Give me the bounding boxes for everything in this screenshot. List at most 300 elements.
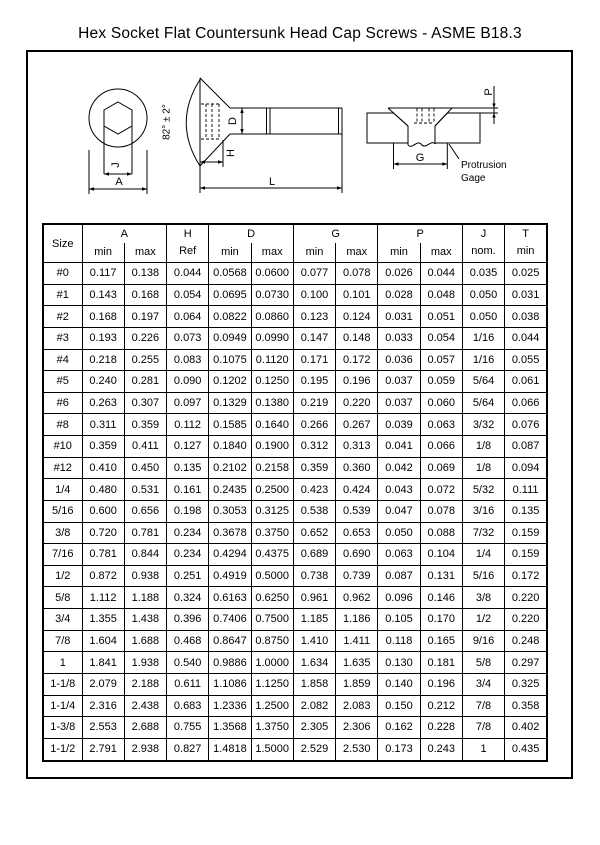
table-cell: 1-1/4	[43, 695, 82, 717]
table-cell: 0.240	[82, 371, 124, 393]
side-view	[162, 78, 342, 193]
table-cell: 0.037	[378, 392, 420, 414]
table-row	[43, 565, 547, 587]
table-cell: 0.131	[420, 565, 462, 587]
table-cell: 0.118	[378, 630, 420, 652]
dimension-d	[227, 108, 244, 134]
col-header-t-letter: T	[522, 228, 529, 240]
table-cell: 0.072	[420, 479, 462, 501]
table-cell: 0.410	[82, 457, 124, 479]
table-cell: 0.051	[420, 306, 462, 328]
table-cell: 0.041	[378, 436, 420, 458]
table-cell: 0.297	[505, 652, 547, 674]
table-cell: 0.064	[167, 306, 209, 328]
table-cell: 0.611	[167, 673, 209, 695]
col-header-size: Size	[43, 224, 82, 263]
table-cell: 0.263	[82, 392, 124, 414]
table-cell: 1/2	[462, 609, 504, 631]
table-cell: 0.652	[293, 522, 335, 544]
table-cell: 0.243	[420, 738, 462, 761]
table-cell: 2.938	[124, 738, 166, 761]
table-cell: 0.212	[420, 695, 462, 717]
table-cell: 5/64	[462, 392, 504, 414]
table-cell: 1.355	[82, 609, 124, 631]
table-cell: 0.324	[167, 587, 209, 609]
table-cell: 0.656	[124, 500, 166, 522]
table-cell: 0.031	[505, 284, 547, 306]
table-cell: 0.048	[420, 284, 462, 306]
table-cell: 0.3750	[251, 522, 293, 544]
table-cell: 3/4	[462, 673, 504, 695]
table-cell: 0.251	[167, 565, 209, 587]
table-cell: 2.438	[124, 695, 166, 717]
table-cell: 0.031	[378, 306, 420, 328]
table-cell: 1.3568	[209, 717, 251, 739]
table-cell: 1.688	[124, 630, 166, 652]
table-cell: 0.044	[420, 263, 462, 285]
table-cell: 0.078	[336, 263, 378, 285]
table-cell: 5/16	[462, 565, 504, 587]
table-cell: #4	[43, 349, 82, 371]
table-cell: 0.1585	[209, 414, 251, 436]
table-cell: 0.1075	[209, 349, 251, 371]
table-row	[43, 673, 547, 695]
table-cell: 1/4	[462, 544, 504, 566]
subheader-p-min: min	[378, 243, 420, 263]
table-cell: 0.5000	[251, 565, 293, 587]
table-cell: 0.159	[505, 544, 547, 566]
col-header-d: D	[209, 224, 294, 243]
table-cell: 0.087	[505, 436, 547, 458]
table-cell: 0.054	[167, 284, 209, 306]
table-cell: 0.255	[124, 349, 166, 371]
table-cell: 0.028	[378, 284, 420, 306]
dimension-h	[200, 140, 237, 167]
table-cell: 0.358	[505, 695, 547, 717]
dimension-g	[394, 143, 448, 169]
col-header-t	[505, 224, 547, 263]
table-cell: 0.100	[293, 284, 335, 306]
front-view	[89, 89, 147, 194]
table-cell: 5/64	[462, 371, 504, 393]
table-cell: 1.185	[293, 609, 335, 631]
table-row	[43, 587, 547, 609]
table-cell: 0.198	[167, 500, 209, 522]
table-cell: 0.059	[420, 371, 462, 393]
table-cell: 0.044	[505, 327, 547, 349]
table-cell: 1.5000	[251, 738, 293, 761]
table-cell: 0.168	[82, 306, 124, 328]
table-cell: 0.435	[505, 738, 547, 761]
table-cell: 0.135	[505, 500, 547, 522]
col-header-a: A	[82, 224, 167, 243]
table-cell: 0.117	[82, 263, 124, 285]
table-cell: 0.1640	[251, 414, 293, 436]
table-cell: 0.094	[505, 457, 547, 479]
table-cell: 0.148	[336, 327, 378, 349]
table-cell: 0.402	[505, 717, 547, 739]
table-row	[43, 349, 547, 371]
table-cell: 0.063	[378, 544, 420, 566]
table-cell: 0.078	[420, 500, 462, 522]
table-cell: 0.690	[336, 544, 378, 566]
table-cell: 0.123	[293, 306, 335, 328]
table-cell: 0.0695	[209, 284, 251, 306]
table-cell: 1.859	[336, 673, 378, 695]
table-cell: 0.143	[82, 284, 124, 306]
table-cell: 0.197	[124, 306, 166, 328]
table-row	[43, 306, 547, 328]
table-cell: 0.234	[167, 544, 209, 566]
table-cell: 2.305	[293, 717, 335, 739]
table-cell: 0.531	[124, 479, 166, 501]
table-cell: 0.168	[124, 284, 166, 306]
table-cell: 0.219	[293, 392, 335, 414]
table-cell: #3	[43, 327, 82, 349]
table-cell: 0.653	[336, 522, 378, 544]
hidden-socket-lines	[201, 104, 220, 139]
table-row	[43, 263, 547, 285]
gage-block-left	[367, 113, 408, 143]
table-cell: 0.8750	[251, 630, 293, 652]
table-cell: 3/8	[43, 522, 82, 544]
table-row	[43, 479, 547, 501]
table-cell: 0.162	[378, 717, 420, 739]
dimension-p	[483, 86, 496, 124]
table-cell: 0.739	[336, 565, 378, 587]
table-cell: 1-1/2	[43, 738, 82, 761]
table-cell: 0.090	[167, 371, 209, 393]
table-cell: 0.220	[505, 587, 547, 609]
shank-break-line	[408, 143, 435, 147]
table-cell: 0.218	[82, 349, 124, 371]
table-row	[43, 695, 547, 717]
subheader-a-max: max	[124, 243, 166, 263]
col-header-j	[462, 224, 504, 263]
col-header-p: P	[378, 224, 463, 243]
table-cell: 0.938	[124, 565, 166, 587]
table-cell: 0.872	[82, 565, 124, 587]
table-cell: 0.150	[378, 695, 420, 717]
table-cell: 0.423	[293, 479, 335, 501]
table-cell: 0.1250	[251, 371, 293, 393]
table-cell: 0.961	[293, 587, 335, 609]
dim-label-d: D	[226, 117, 239, 125]
table-cell: #6	[43, 392, 82, 414]
table-cell: 0.039	[378, 414, 420, 436]
table-cell: 2.529	[293, 738, 335, 761]
table-cell: 2.306	[336, 717, 378, 739]
table-cell: 0.6163	[209, 587, 251, 609]
table-cell: 0.220	[336, 392, 378, 414]
table-cell: 0.171	[293, 349, 335, 371]
table-cell: 2.083	[336, 695, 378, 717]
table-cell: 0.033	[378, 327, 420, 349]
table-cell: 0.097	[167, 392, 209, 414]
table-cell: 1	[43, 652, 82, 674]
table-cell: 0.087	[378, 565, 420, 587]
table-cell: 1.604	[82, 630, 124, 652]
table-cell: 0.112	[167, 414, 209, 436]
table-cell: 0.2102	[209, 457, 251, 479]
table-cell: 2.188	[124, 673, 166, 695]
table-cell: 0.539	[336, 500, 378, 522]
table-cell: 0.538	[293, 500, 335, 522]
table-cell: 0.104	[420, 544, 462, 566]
table-cell: 0.396	[167, 609, 209, 631]
table-cell: 0.281	[124, 371, 166, 393]
table-cell: 0.1900	[251, 436, 293, 458]
table-cell: 0.173	[378, 738, 420, 761]
table-cell: 0.193	[82, 327, 124, 349]
table-cell: 5/16	[43, 500, 82, 522]
table-cell: 0.2158	[251, 457, 293, 479]
table-cell: 0.1380	[251, 392, 293, 414]
table-cell: 1/4	[43, 479, 82, 501]
table-cell: 1.186	[336, 609, 378, 631]
table-cell: 0.146	[420, 587, 462, 609]
table-cell: 0.359	[82, 436, 124, 458]
table-cell: 0.267	[336, 414, 378, 436]
table-row	[43, 500, 547, 522]
table-cell: 0.054	[420, 327, 462, 349]
gage-block-right	[435, 113, 480, 143]
table-cell: 0.077	[293, 263, 335, 285]
table-cell: 0.0568	[209, 263, 251, 285]
table-cell: #10	[43, 436, 82, 458]
table-cell: 3/4	[43, 609, 82, 631]
table-row	[43, 738, 547, 761]
table-cell: 0.061	[505, 371, 547, 393]
table-cell: 0.424	[336, 479, 378, 501]
gage-caption-line1: Protrusion	[461, 160, 507, 171]
table-cell: 7/8	[43, 630, 82, 652]
table-cell: 0.044	[167, 263, 209, 285]
table-cell: 0.135	[167, 457, 209, 479]
col-header-g: G	[293, 224, 378, 243]
table-cell: 0.076	[505, 414, 547, 436]
table-cell: 1.4818	[209, 738, 251, 761]
table-cell: 0.196	[336, 371, 378, 393]
table-row	[43, 457, 547, 479]
table-cell: 1.0000	[251, 652, 293, 674]
table-cell: 2.688	[124, 717, 166, 739]
table-row	[43, 414, 547, 436]
table-cell: 0.411	[124, 436, 166, 458]
table-cell: 0.0990	[251, 327, 293, 349]
table-cell: 1.841	[82, 652, 124, 674]
dim-label-a: A	[115, 176, 123, 188]
table-cell: 0.234	[167, 522, 209, 544]
table-cell: 0.124	[336, 306, 378, 328]
gage-view	[367, 86, 507, 184]
table-cell: 0.170	[420, 609, 462, 631]
table-cell: 0.2435	[209, 479, 251, 501]
table-cell: 0.360	[336, 457, 378, 479]
table-cell: 0.683	[167, 695, 209, 717]
table-cell: 0.096	[378, 587, 420, 609]
table-cell: 5/8	[43, 587, 82, 609]
table-cell: 0.025	[505, 263, 547, 285]
technical-drawing	[26, 50, 573, 223]
table-cell: 0.147	[293, 327, 335, 349]
table-cell: 0.181	[420, 652, 462, 674]
dim-label-g: G	[415, 152, 425, 164]
table-row	[43, 392, 547, 414]
table-cell: 1.411	[336, 630, 378, 652]
table-cell: 0.720	[82, 522, 124, 544]
table-cell: 0.4375	[251, 544, 293, 566]
table-cell: 0.248	[505, 630, 547, 652]
table-cell: 0.600	[82, 500, 124, 522]
table-cell: 5/8	[462, 652, 504, 674]
subheader-g-min: min	[293, 243, 335, 263]
table-cell: 2.082	[293, 695, 335, 717]
table-cell: 0.0600	[251, 263, 293, 285]
table-cell: 0.3678	[209, 522, 251, 544]
table-cell: 1.2500	[251, 695, 293, 717]
table-cell: 0.127	[167, 436, 209, 458]
table-cell: 0.1120	[251, 349, 293, 371]
table-cell: 0.450	[124, 457, 166, 479]
table-cell: 0.130	[378, 652, 420, 674]
table-cell: 0.196	[420, 673, 462, 695]
head-outline	[89, 89, 147, 147]
table-cell: 0.313	[336, 436, 378, 458]
table-cell: 0.101	[336, 284, 378, 306]
table-row	[43, 652, 547, 674]
table-cell: 0.140	[378, 673, 420, 695]
table-cell: 0.6250	[251, 587, 293, 609]
table-cell: 0.480	[82, 479, 124, 501]
table-cell: 2.079	[82, 673, 124, 695]
cone-flank-top	[200, 78, 230, 108]
table-cell: #12	[43, 457, 82, 479]
table-cell: 0.738	[293, 565, 335, 587]
table-cell: 0.0860	[251, 306, 293, 328]
table-cell: 0.172	[505, 565, 547, 587]
table-cell: 7/16	[43, 544, 82, 566]
table-cell: 0.036	[378, 349, 420, 371]
table-cell: 0.083	[167, 349, 209, 371]
table-cell: 0.359	[293, 457, 335, 479]
table-row	[43, 436, 547, 458]
table-cell: 1-3/8	[43, 717, 82, 739]
table-cell: 1.634	[293, 652, 335, 674]
dim-label-h: H	[224, 149, 237, 157]
table-row	[43, 630, 547, 652]
subheader-d-max: max	[251, 243, 293, 263]
caption-leader-line	[449, 144, 459, 159]
table-cell: 7/32	[462, 522, 504, 544]
table-row	[43, 717, 547, 739]
table-cell: 0.689	[293, 544, 335, 566]
dim-label-p: P	[482, 88, 495, 96]
table-cell: 0.042	[378, 457, 420, 479]
table-cell: 0.026	[378, 263, 420, 285]
table-cell: 0.055	[505, 349, 547, 371]
table-row	[43, 284, 547, 306]
page-title: Hex Socket Flat Countersunk Head Cap Screws - ASME B18.3	[78, 25, 522, 42]
table-cell: 0.0949	[209, 327, 251, 349]
table-row	[43, 544, 547, 566]
table-cell: 0.0822	[209, 306, 251, 328]
table-cell: 0.8647	[209, 630, 251, 652]
table-row	[43, 609, 547, 631]
table-cell: 1/8	[462, 436, 504, 458]
table-cell: 1.858	[293, 673, 335, 695]
table-cell: 0.755	[167, 717, 209, 739]
screw-flank-right	[435, 108, 452, 126]
table-cell: 0.7406	[209, 609, 251, 631]
table-cell: 0.844	[124, 544, 166, 566]
table-cell: 0.047	[378, 500, 420, 522]
subheader-d-min: min	[209, 243, 251, 263]
table-cell: 1/16	[462, 327, 504, 349]
hidden-socket-lines-gage	[414, 109, 434, 124]
table-cell: 0.312	[293, 436, 335, 458]
gage-caption-line2: Gage	[461, 173, 486, 184]
table-cell: #0	[43, 263, 82, 285]
table-cell: 0.1202	[209, 371, 251, 393]
subheader-p-max: max	[420, 243, 462, 263]
table-cell: 0.226	[124, 327, 166, 349]
table-cell: 0.9886	[209, 652, 251, 674]
table-cell: 0.043	[378, 479, 420, 501]
table-cell: 1.438	[124, 609, 166, 631]
table-cell: 0.220	[505, 609, 547, 631]
table-cell: 0.827	[167, 738, 209, 761]
table-cell: 0.111	[505, 479, 547, 501]
table-cell: 1-1/8	[43, 673, 82, 695]
spec-table-body	[43, 263, 547, 762]
table-cell: 0.073	[167, 327, 209, 349]
col-header-h-letter: H	[183, 228, 192, 240]
table-cell: 0.4294	[209, 544, 251, 566]
table-cell: 0.105	[378, 609, 420, 631]
table-cell: 1.3750	[251, 717, 293, 739]
table-cell: 1/16	[462, 349, 504, 371]
table-cell: 1	[462, 738, 504, 761]
table-cell: 0.266	[293, 414, 335, 436]
table-cell: 0.050	[462, 306, 504, 328]
table-cell: 0.066	[505, 392, 547, 414]
table-cell: 0.159	[505, 522, 547, 544]
table-cell: 2.316	[82, 695, 124, 717]
table-row	[43, 327, 547, 349]
table-cell: 0.359	[124, 414, 166, 436]
dim-label-l: L	[268, 176, 276, 188]
col-header-j-sub: nom.	[471, 245, 496, 257]
table-cell: 2.553	[82, 717, 124, 739]
dim-label-j: J	[109, 162, 122, 168]
table-cell: 0.050	[462, 284, 504, 306]
table-cell: 9/16	[462, 630, 504, 652]
table-cell: 3/16	[462, 500, 504, 522]
col-header-t-sub: min	[516, 245, 535, 257]
table-cell: 0.050	[378, 522, 420, 544]
table-cell: 0.3125	[251, 500, 293, 522]
table-cell: 0.7500	[251, 609, 293, 631]
table-cell: 0.037	[378, 371, 420, 393]
table-cell: 0.195	[293, 371, 335, 393]
table-cell: 1.635	[336, 652, 378, 674]
table-cell: 1.410	[293, 630, 335, 652]
dimension-a	[89, 150, 147, 194]
col-header-h-sub: Ref	[179, 245, 197, 257]
table-cell: 0.063	[420, 414, 462, 436]
table-cell: 0.540	[167, 652, 209, 674]
